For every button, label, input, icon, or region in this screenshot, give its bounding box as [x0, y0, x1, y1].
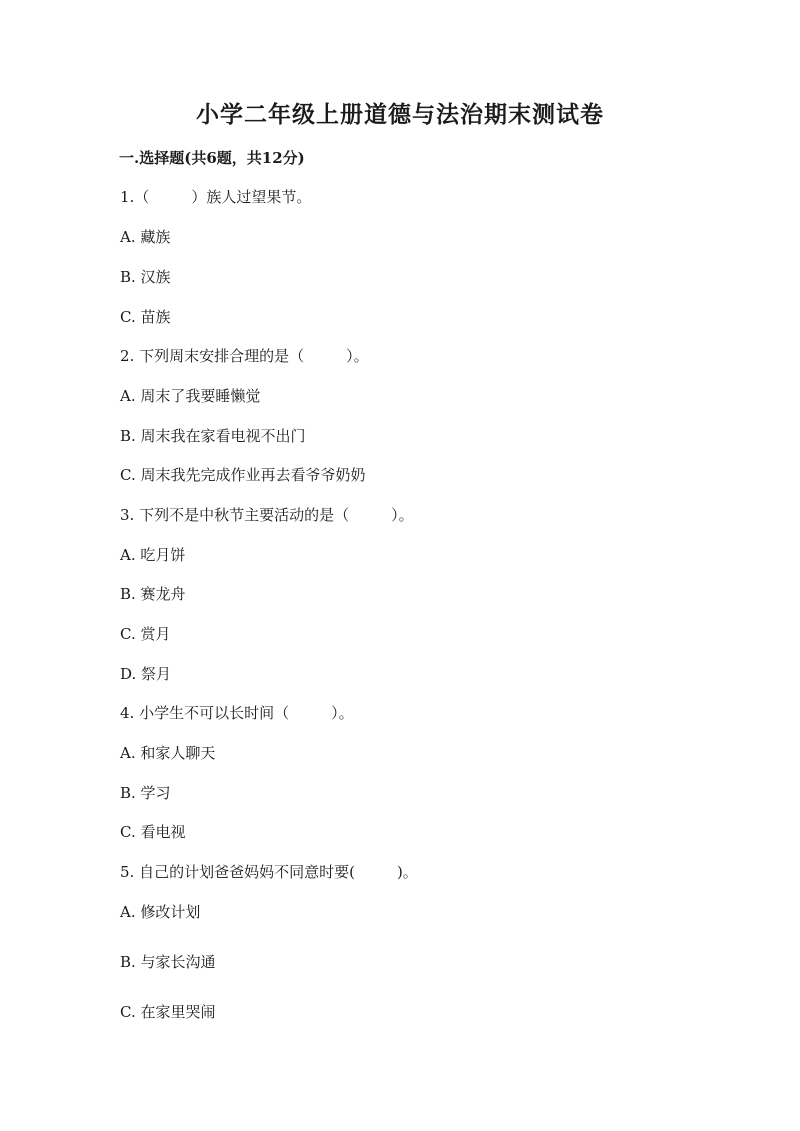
- question-4-option-c: C. 看电视: [120, 823, 186, 841]
- question-2-option-c: C. 周末我先完成作业再去看爷爷奶奶: [120, 466, 366, 484]
- question-5-option-c: C. 在家里哭闹: [120, 1003, 216, 1021]
- question-4-suffix: ）。: [331, 704, 354, 722]
- question-2: [120, 346, 369, 366]
- question-3-option-a: A. 吃月饼: [120, 546, 186, 564]
- question-1-option-a: A. 藏族: [120, 228, 171, 246]
- page-title: 小学二年级上册道德与法治期末测试卷: [196, 101, 604, 128]
- question-5-suffix: )。: [396, 863, 418, 881]
- question-1-prefix: 1.（: [120, 188, 150, 206]
- question-3-option-c: C. 赏月: [120, 625, 171, 643]
- question-2-option-b: B. 周末我在家看电视不出门: [120, 427, 306, 445]
- question-4-option-a: A. 和家人聊天: [120, 744, 216, 762]
- section-header: 一.选择题(共6题，共12分): [119, 149, 305, 167]
- question-1-option-b: B. 汉族: [120, 268, 171, 286]
- question-1-option-c: C. 苗族: [120, 308, 171, 326]
- question-5-option-b: B. 与家长沟通: [120, 953, 216, 971]
- question-5-option-a: A. 修改计划: [120, 903, 201, 921]
- question-3-suffix: ）。: [391, 506, 414, 524]
- question-2-prefix: 2. 下列周末安排合理的是（: [120, 347, 305, 365]
- question-3: [120, 505, 414, 525]
- question-1: [120, 187, 311, 207]
- question-4: [120, 703, 354, 723]
- question-3-option-b: B. 赛龙舟: [120, 585, 186, 603]
- question-3-option-d: D. 祭月: [120, 665, 172, 683]
- question-4-option-b: B. 学习: [120, 784, 171, 802]
- question-3-prefix: 3. 下列不是中秋节主要活动的是（: [120, 506, 350, 524]
- question-5-prefix: 5. 自己的计划爸爸妈妈不同意时要(: [120, 863, 355, 881]
- question-1-suffix: ）族人过望果节。: [191, 188, 312, 206]
- question-4-prefix: 4. 小学生不可以长时间（: [120, 704, 290, 722]
- question-5: [120, 862, 418, 882]
- question-2-suffix: ）。: [346, 347, 369, 365]
- question-2-option-a: A. 周末了我要睡懒觉: [120, 387, 261, 405]
